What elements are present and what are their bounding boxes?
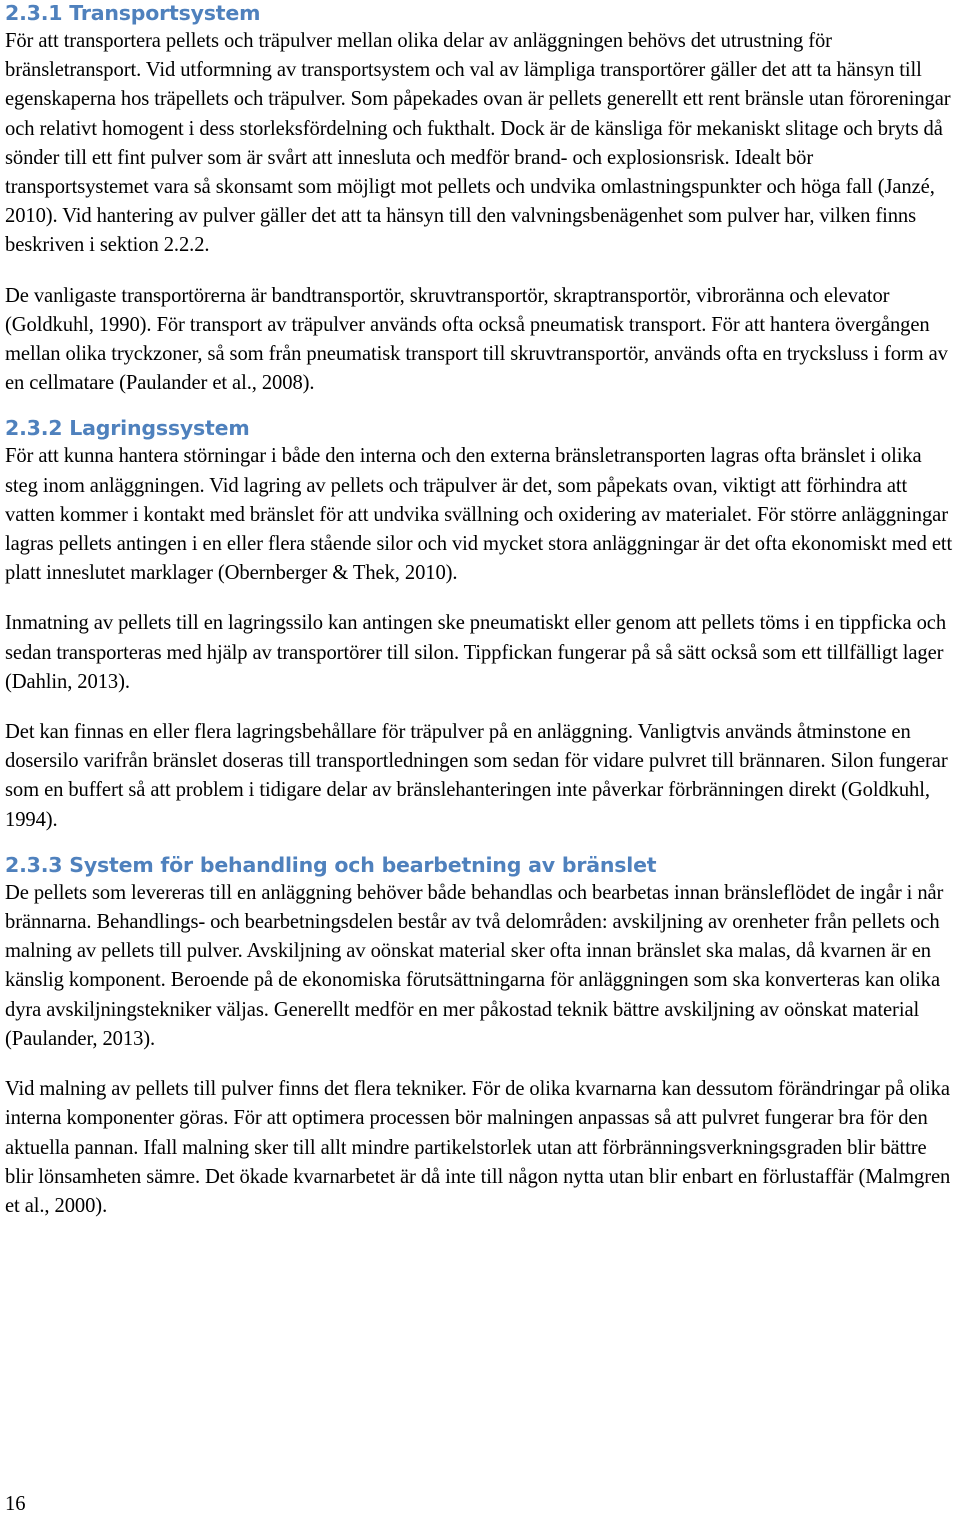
- section-heading-lagringssystem: 2.3.2 Lagringssystem: [5, 416, 250, 441]
- paragraph: För att kunna hantera störningar i både den interna och den externa bränsletransporten lagras ofta bränslet i olika steg inom anläggningen. Vid lagring av pellets och träpulver är det, som påpekats ovan, viktigt att förhindra att vatten kommer i kontakt med bränslet för att undvika svällning och oxidering av materialet. För större anläggningar lagras pellets antingen i en eller flera stående silor och vid mycket stora anläggningar är det ofta ekonomiskt med ett platt inneslutet marklager (Obernberger & Thek, 2010).: [5, 445, 953, 585]
- page-number: 16: [5, 1493, 26, 1515]
- section-heading-behandling-bearbetning: 2.3.3 System för behandling och bearbetning av bränslet: [5, 852, 657, 877]
- paragraph: De pellets som levereras till en anläggning behöver både behandlas och bearbetas innan bränsleflödet de ingår i når brännarna. Behandlings- och bearbetningsdelen består av två delområden: avskiljning av orenheter från pellets och malning av pellets till pulver. Avskiljning av oönskat material sker ofta innan bränslet ska malas, då kvarnen är en känslig komponent. Beroende på de ekonomiska förutsättningarna för anläggningen som ska konverteras kan olika dyra avskiljningstekniker väljas. Generellt medför en mer påkostad teknik bättre avskiljning av oönskat material (Paulander, 2013).: [5, 881, 944, 1050]
- paragraph: Inmatning av pellets till en lagringssilo kan antingen ske pneumatiskt eller genom att pellets töms i en tippficka och sedan transporteras med hjälp av transportörer till silon. Tippfickan fungerar på så sätt också som ett tillfälligt lager (Dahlin, 2013).: [5, 612, 947, 693]
- document-page: [5, 0, 957, 1221]
- paragraph: Det kan finnas en eller flera lagringsbehållare för träpulver på en anläggning. Vanligtvis används åtminstone en dosersilo varifrån bränslet doseras till transportledningen som sedan för vidare pulvret till brännaren. Silon fungerar som en buffert så att problem i tidigare delar av bränslehanteringen inte påverkar förbränningen direkt (Goldkuhl, 1994).: [5, 721, 948, 831]
- paragraph: De vanligaste transportörerna är bandtransportör, skruvtransportör, skraptransportör, vibroränna och elevator (Goldkuhl, 1990). För transport av träpulver används ofta också pneumatisk transport. För att hantera övergången mellan olika tryckzoner, så som från pneumatisk transport till skruvtransportör, används ofta en trycksluss i form av en cellmatare (Paulander et al., 2008).: [5, 284, 948, 395]
- section-heading-transportsystem: 2.3.1 Transportsystem: [5, 1, 261, 25]
- paragraph: För att transportera pellets och träpulver mellan olika delar av anläggningen behövs det utrustning för bränsletransport. Vid utformning av transportsystem och val av lämpliga transportörer gäller det att ta hänsyn till egenskaperna hos träpellets och träpulver. Som påpekades ovan är pellets generellt ett rent bränsle utan föroreningar och relativt homogent i dess storleksfördelning och fukthalt. Dock är de känsliga för mekaniskt slitage och bryts då sönder till ett fint pulver som är svårt att innesluta och medför brand- och explosionsrisk. Idealt bör transportsystemet vara så skonsamt som möjligt mot pellets och undvika omlastningspunkter och höga fall (Janzé, 2010). Vid hantering av pulver gäller det att ta hänsyn till den valvningsbenägenhet som pulver har, vilken finns beskriven i sektion 2.2.2.: [5, 30, 951, 257]
- paragraph: Vid malning av pellets till pulver finns det flera tekniker. För de olika kvarnarna kan dessutom förändringar på olika interna komponenter göras. För att optimera processen bör malningen anpassas så att pulvret fungerar bra för den aktuella pannan. Ifall malning sker till allt mindre partikelstorlek utan att förbränningsverkningsgraden blir bättre blir lönsamheten sämre. Det ökade kvarnarbetet är då inte till någon nytta utan blir enbart en förlustaffär (Malmgren et al., 2000).: [5, 1078, 951, 1217]
